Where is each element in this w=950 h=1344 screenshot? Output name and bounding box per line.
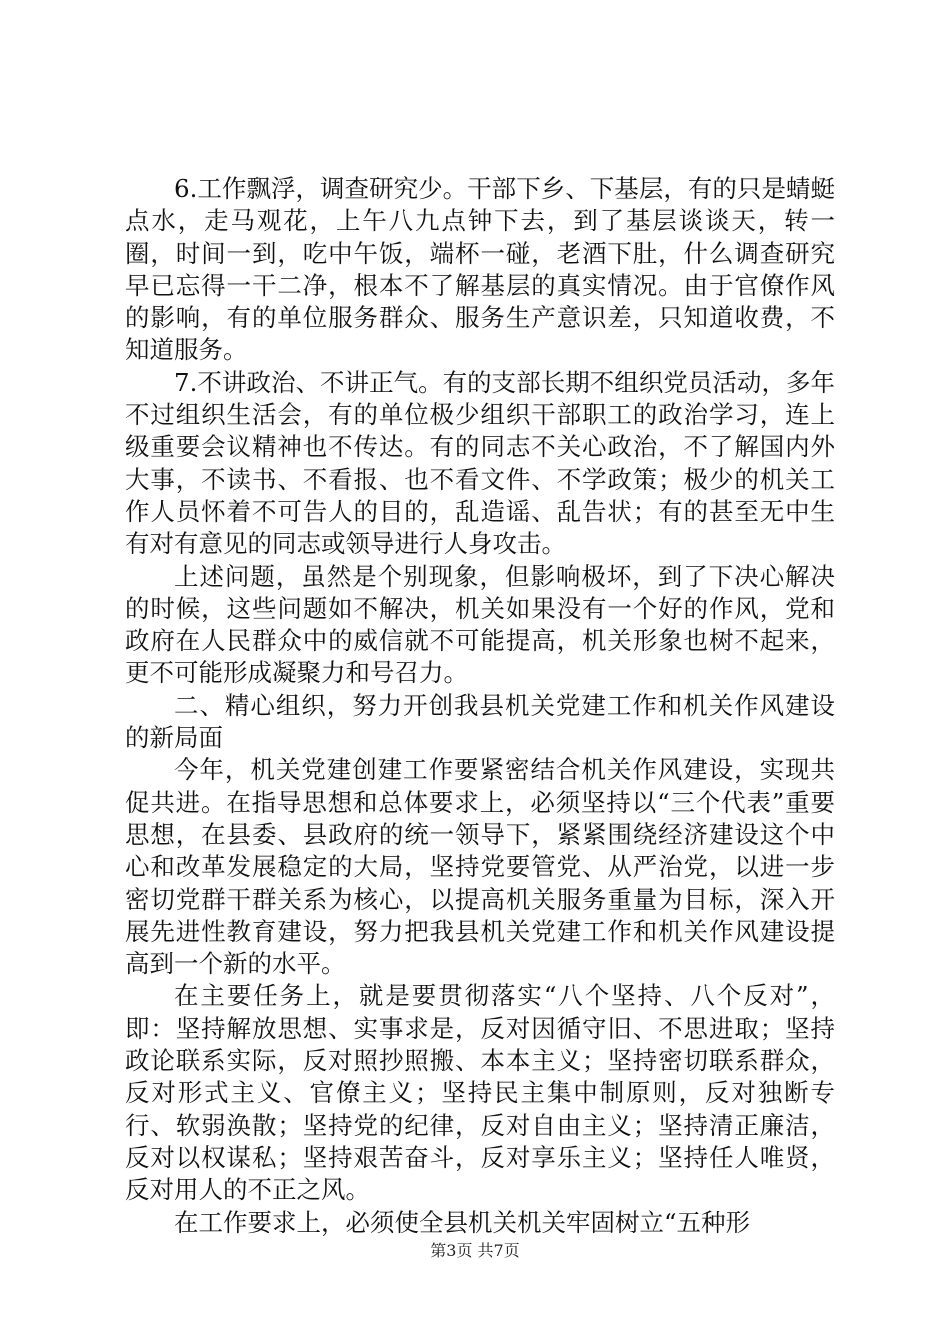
paragraph-main-tasks: 在主要任务上，就是要贯彻落实“八个坚持、八个反对”，即：坚持解放思想、实事求是，反对因循守旧、不思进取；坚持政论联系实际，反对照抄照搬、本本主义；坚持密切联系群众，反对形式主义、官僚主义；坚持民主集中制原则，反对独断专行、软弱涣散；坚持党的纪律，反对自由主义；坚持清正廉洁，反对以权谋私；坚持艰苦奋斗，反对享乐主义；坚持任人唯贤，反对用人的不正之风。 [125,981,835,1205]
paragraph-this-year: 今年，机关党建创建工作要紧密结合机关作风建设，实现共促共进。在指导思想和总体要求上，必须坚持以“三个代表”重要思想，在县委、县政府的统一领导下，紧紧围绕经济建设这个中心和改革发展稳定的大局，坚持党要管党、从严治党，以进一步密切党群干群关系为核心，以提高机关服务重量为目标，深入开展先进性教育建设，努力把我县机关党建工作和机关作风建设提高到一个新的水平。 [125,755,835,979]
page-number-footer: 第3页 共7页 [430,1241,520,1260]
paragraph-work-requirements: 在工作要求上，必须使全县机关机关牢固树立“五种形 [174,1207,751,1237]
document-body [125,173,835,1239]
paragraph-work-style: 6.工作飘浮，调查研究少。干部下乡、下基层，有的只是蜻蜓点水，走马观花，上午八九点钟下去，到了基层谈谈天，转一圈，时间一到，吃中午饭，端杯一碰，老酒下肚，什么调查研究早已忘得一干二净，根本不了解基层的真实情况。由于官僚作风的影响，有的单位服务群众、服务生产意识差，只知道收费，不知道服务。 [125,174,835,365]
paragraph-politics: 7.不讲政治、不讲正气。有的支部长期不组织党员活动，多年不过组织生活会，有的单位极少组织干部职工的政治学习，连上级重要会议精神也不传达。有的同志不关心政治，不了解国内外大事，不读书、不看报、也不看文件、不学政策；极少的机关工作人员怀着不可告人的目的，乱造谣、乱告状；有的甚至无中生有对有意见的同志或领导进行人身攻击。 [125,367,835,559]
paragraph-problems-summary: 上述问题，虽然是个别现象，但影响极坏，到了下决心解决的时候，这些问题如不解决，机关如果没有一个好的作风，党和政府在人民群众中的威信就不可能提高，机关形象也树不起来，更不可能形成凝聚力和号召力。 [125,561,835,688]
section-heading-two: 二、精心组织，努力开创我县机关党建工作和机关作风建设的新局面 [125,690,835,753]
